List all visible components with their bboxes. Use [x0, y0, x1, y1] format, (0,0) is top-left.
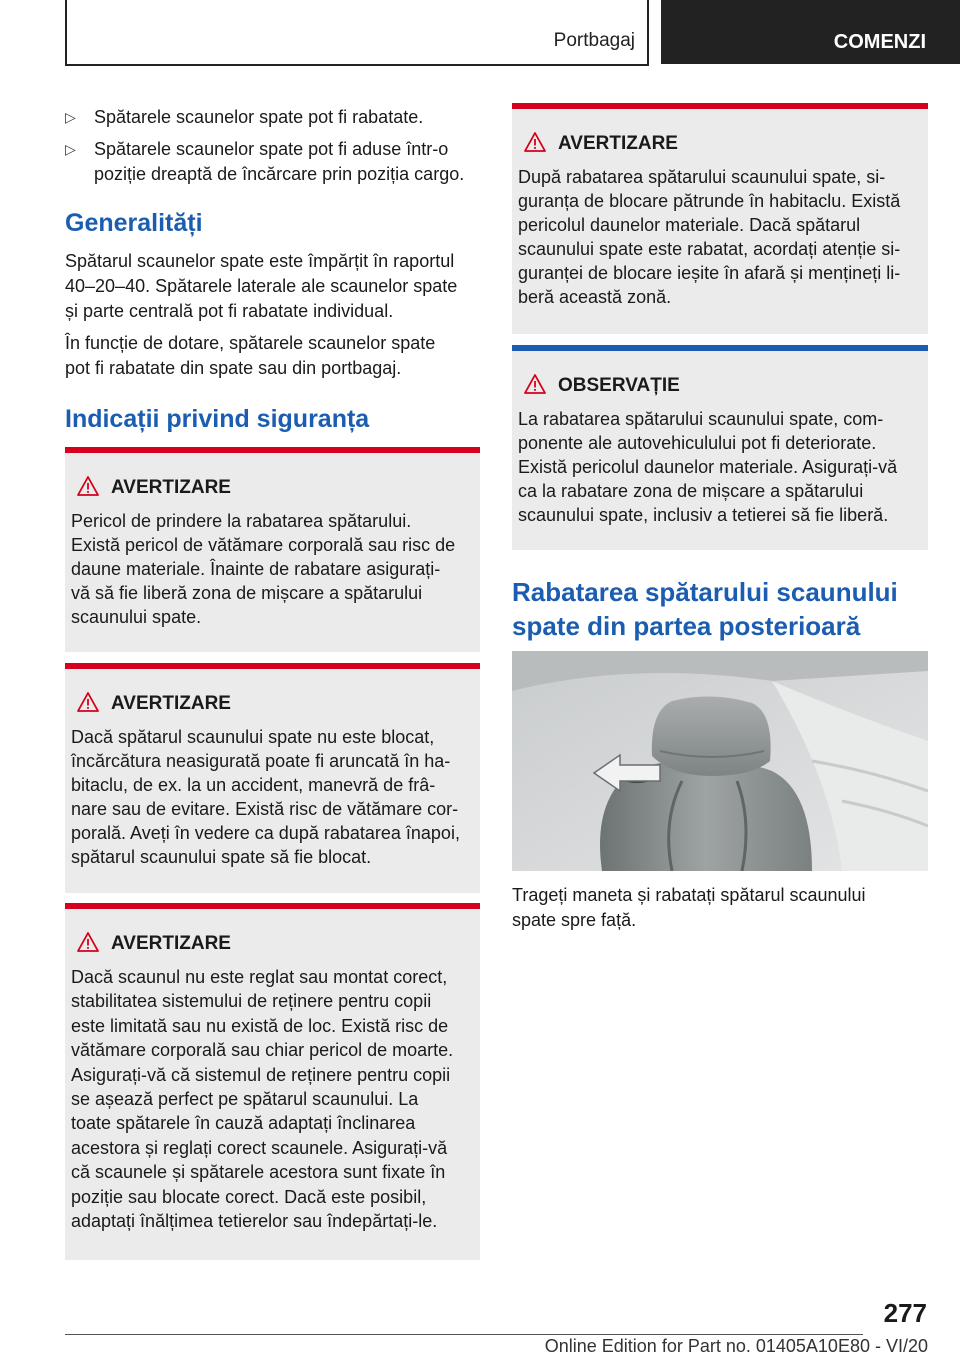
chapter-label: COMENZI [833, 31, 926, 53]
warning-triangle-icon [77, 691, 99, 713]
warning-text: Dacă spătarul scaunului spate nu este blocat, încărcătura neasigurată poate fi aruncată în ha- bitaclu, de ex. la un accident, manevră de frâ- nare sau de evitare. Există risc de vătămare cor- porală. Aveți în vedere ca după rabatarea înapoi, spătarul scaunului spate să fie blocat. [71, 727, 460, 867]
header-section-box [65, 0, 649, 66]
warning-heading: AVERTIZARE [111, 933, 231, 954]
warning-box [65, 447, 480, 652]
note-heading: OBSERVAȚIE [558, 375, 680, 396]
list-item-text: poziție dreaptă de încărcare prin poziția cargo. [94, 164, 465, 184]
warning-triangle-icon [77, 931, 99, 953]
illustration-caption: Trageți maneta și rabatați spătarul scaunului spate spre față. [512, 885, 866, 930]
warning-text: Dacă scaunul nu este reglat sau montat corect, stabilitatea sistemului de reținere pentru copii este limitată sau nu există de loc. Există risc de vătămare corporală sau chiar pericol de moarte. Asigurați-vă că sistemul de reținere pentru copii se așează perfect pe spătarul scaunului. La toate spătarele în cauză adaptați înclinarea acestora și reglați corect scaunele. Asigurați-vă că scaunele și spătarele acestora sunt fixate în poziție sau blocate corect. Dacă este posibil, adaptați înălțimea tetierelor sau îndepărtați-le. [71, 967, 454, 1232]
warning-box [512, 103, 928, 334]
warning-triangle-icon [524, 131, 546, 153]
list-item-text: Spătarele scaunelor spate pot fi aduse într-o [94, 139, 449, 159]
warning-heading: AVERTIZARE [558, 133, 678, 154]
chapter-tab[interactable] [661, 0, 960, 64]
warning-heading: AVERTIZARE [111, 477, 231, 498]
warning-box [65, 903, 480, 1260]
warning-triangle-icon [524, 373, 546, 395]
warning-text: După rabatarea spătarului scaunului spate, si- guranța de blocare pătrunde în habitaclu. Există pericolul daunelor materiale. Dacă spătarul scaunului spate este rabatat, acordați atenție si- guranței de blocare ieșite în afară și mențineți li- beră această zonă. [518, 167, 901, 307]
page-number: 277 [883, 1298, 927, 1328]
note-box [512, 345, 928, 550]
list-item-text: Spătarele scaunelor spate pot fi rabatate. [94, 107, 424, 127]
section-heading-general: Generalități [65, 209, 203, 237]
general-paragraph-2: În funcție de dotare, spătarele scaunelor spate pot fi rabatate din spate sau din portbagaj. [65, 333, 436, 378]
bullet-triangle-icon: ▷ [65, 109, 76, 125]
warning-triangle-icon [77, 475, 99, 497]
general-paragraph-1: Spătarul scaunelor spate este împărțit în raportul 40–20–40. Spătarele laterale ale scaunelor spate și parte centrală pot fi rabatate individual. [65, 251, 458, 321]
warning-heading: AVERTIZARE [111, 693, 231, 714]
edition-footer: Online Edition for Part no. 01405A10E80 - VI/20 [544, 1336, 928, 1356]
section-heading-fold: Rabatarea spătarului scaunului spate din partea posterioară [512, 577, 898, 641]
bullet-triangle-icon: ▷ [65, 141, 76, 157]
section-label: Portbagaj [553, 30, 635, 51]
section-heading-safety: Indicații privind siguranța [65, 405, 370, 433]
warning-text: Pericol de prindere la rabatarea spătarului. Există pericol de vătămare corporală sau risc de daune materiale. Înainte de rabatare asigurați- vă să fie liberă zona de mișcare a spătarului scaunului spate. [71, 511, 456, 627]
warning-box [65, 663, 480, 893]
footer-divider [65, 1334, 863, 1335]
note-text: La rabatarea spătarului scaunului spate, com- ponente ale autovehiculului pot fi deteriorate. Există pericolul daunelor materiale. Asigurați-vă ca la rabatare zona de mișcare a spătarului scaunului spate, inclusiv a tetierei să fie liberă. [518, 409, 898, 525]
seat-illustration [512, 651, 928, 871]
